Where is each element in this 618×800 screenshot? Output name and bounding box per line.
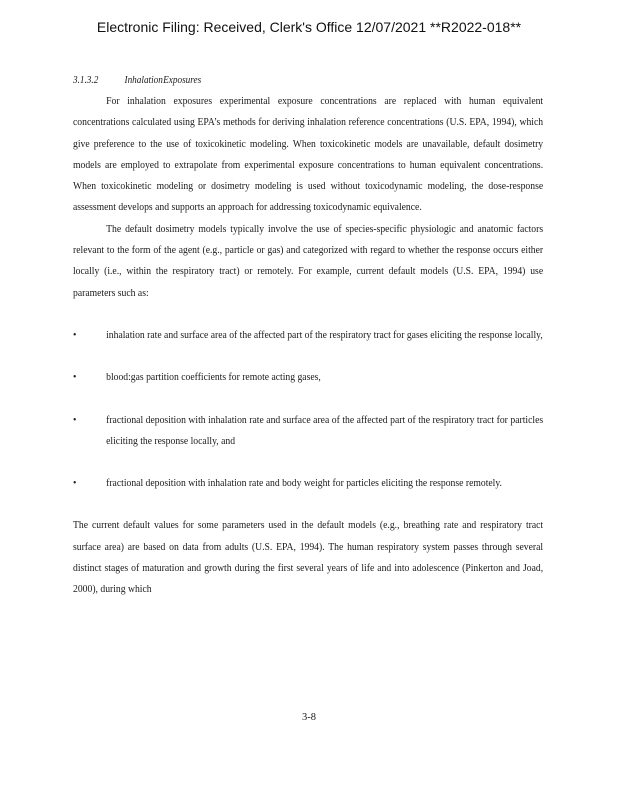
list-item-text: inhalation rate and surface area of the affected part of the respiratory tract for gases eliciting the response locally, (106, 329, 543, 341)
section-title-word-1: Inhalation (124, 75, 163, 86)
list-item (73, 367, 543, 388)
list-item (73, 473, 543, 494)
filing-stamp-header: Electronic Filing: Received, Clerk's Office 12/07/2021 **R2022-018** (96, 19, 522, 35)
closing-paragraph: The current default values for some parameters used in the default models (e.g., breathing rate and respiratory tract surface area) are based on data from adults (U.S. EPA, 1994). The human respiratory system passes through several distinct stages of maturation and growth during the first several years of life and into adolescence (Pinkerton and Joad, 2000), during which (73, 520, 544, 596)
document-body (73, 70, 543, 601)
section-title-word-2: Exposures (163, 75, 202, 86)
section-heading (73, 70, 543, 91)
list-item-text: blood:gas partition coefficients for remote acting gases, (106, 372, 321, 384)
paragraph: The default dosimetry models typically involve the use of species-specific physiologic and anatomic factors relevant to the form of the agent (e.g., particle or gas) and categorized with regard to whether the response occurs either locally (i.e., within the respiratory tract) or remotely. For example, current default models (U.S. EPA, 1994) use parameters such as: (73, 223, 544, 299)
page-number: 3-8 (302, 712, 316, 723)
bullet-icon: • (73, 414, 77, 426)
paragraph: For inhalation exposures experimental exposure concentrations are replaced with human equivalent concentrations calculated using EPA’s methods for deriving inhalation reference concentrations (U.S. EPA, 1994), which give preference to the use of toxicokinetic modeling. When toxicokinetic models are unavailable, default dosimetry models are employed to extrapolate from experimental exposure concentrations to human equivalent concentrations. When toxicokinetic modeling or dosimetry modeling is used without toxicodynamic modeling, the dose-response assessment develops and supports an approach for addressing toxicodynamic equivalence. (73, 96, 544, 214)
bullet-icon: • (73, 329, 77, 341)
bullet-icon: • (73, 478, 77, 490)
list-item (73, 410, 543, 453)
section-number: 3.1.3.2 (73, 75, 99, 86)
list-item-text: fractional deposition with inhalation rate and body weight for particles eliciting the response remotely. (106, 478, 502, 490)
list-item (73, 325, 543, 346)
list-item-text: fractional deposition with inhalation rate and surface area of the affected part of the respiratory tract for particles eliciting the response locally, and (106, 414, 544, 447)
parameter-list (73, 325, 543, 494)
bullet-icon: • (73, 372, 77, 384)
